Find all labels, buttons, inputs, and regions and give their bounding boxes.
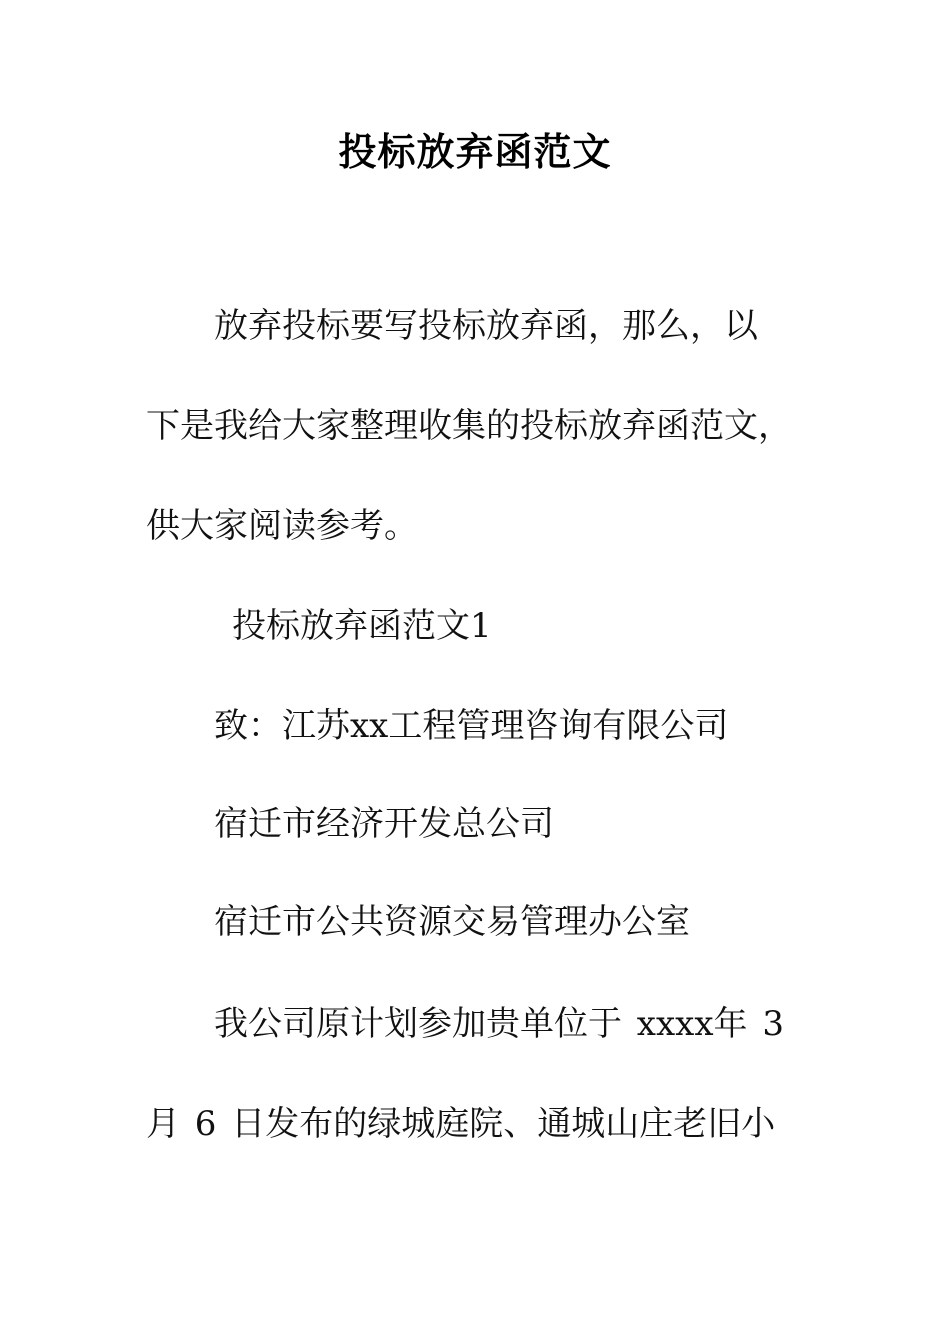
body-line-intro-3: 供大家阅读参考。: [146, 506, 418, 546]
body-line-letter-2: 月 6 日发布的绿城庭院、通城山庄老旧小: [146, 1104, 776, 1144]
document-title: 投标放弃函范文: [338, 130, 612, 174]
body-line-intro-1: 放弃投标要写投标放弃函，那么，以: [214, 306, 758, 346]
recipient-line-3: 宿迁市公共资源交易管理办公室: [214, 902, 690, 942]
recipient-line-1: 致：江苏xx工程管理咨询有限公司: [214, 706, 729, 746]
recipient-line-2: 宿迁市经济开发总公司: [214, 804, 554, 844]
body-line-letter-1: 我公司原计划参加贵单位于 xxxx年 3: [214, 1004, 784, 1044]
section-heading: 投标放弃函范文1: [232, 606, 492, 646]
body-line-intro-2: 下是我给大家整理收集的投标放弃函范文，: [146, 406, 792, 446]
